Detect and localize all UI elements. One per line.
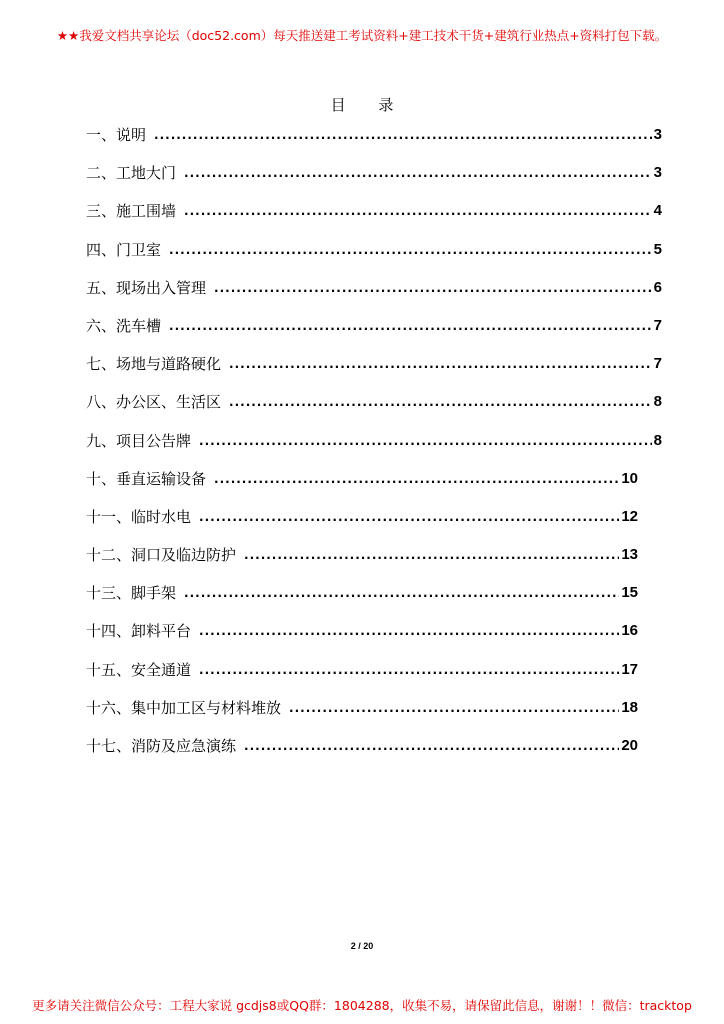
toc-leader-dots bbox=[199, 507, 619, 527]
toc-entry[interactable] bbox=[86, 507, 662, 545]
toc-entry-label: 十五、安全通道 bbox=[86, 660, 192, 679]
toc-title: 目 录 bbox=[330, 96, 408, 114]
toc-entry-label: 三、施工围墙 bbox=[86, 202, 177, 221]
toc-entry[interactable] bbox=[86, 392, 662, 430]
footer-banner: 更多请关注微信公众号：工程大家说 gcdjs8或QQ群：1804288，收集不易，请保留此信息，谢谢！！微信：tracktop bbox=[32, 998, 692, 1013]
toc-leader-dots bbox=[184, 163, 652, 183]
toc-entry-page: 8 bbox=[653, 393, 662, 411]
toc-entry-page: 18 bbox=[621, 698, 638, 716]
toc-entry-label: 九、项目公告牌 bbox=[86, 431, 192, 450]
toc-entry-label: 六、洗车槽 bbox=[86, 316, 162, 335]
toc-entry-page: 13 bbox=[621, 546, 638, 564]
toc-entry-label: 二、工地大门 bbox=[86, 164, 177, 183]
toc-entry-page: 20 bbox=[621, 737, 638, 754]
toc-leader-dots bbox=[154, 125, 652, 145]
toc-leader-dots bbox=[214, 469, 619, 489]
toc-entry-label: 四、门卫室 bbox=[86, 240, 162, 259]
toc-entry-label: 十七、消防及应急演练 bbox=[86, 737, 237, 755]
toc-entry-page: 6 bbox=[653, 278, 662, 296]
toc-entry[interactable] bbox=[86, 201, 662, 239]
toc-entry-label: 五、现场出入管理 bbox=[86, 278, 207, 297]
page-number: 2 / 20 bbox=[350, 941, 374, 951]
toc-entry-page: 5 bbox=[653, 240, 662, 258]
toc-entry-page: 12 bbox=[621, 507, 638, 525]
toc-leader-dots bbox=[199, 621, 619, 641]
toc-entry-page: 3 bbox=[653, 164, 662, 182]
toc-entry-label: 一、说明 bbox=[86, 126, 147, 144]
toc-entry-page: 17 bbox=[621, 660, 638, 678]
toc-entry[interactable] bbox=[86, 240, 662, 278]
toc-entry-label: 八、办公区、生活区 bbox=[86, 393, 222, 412]
toc-entry-page: 8 bbox=[653, 431, 662, 449]
toc-entry-page: 15 bbox=[621, 584, 638, 602]
toc-entry[interactable] bbox=[86, 698, 662, 736]
toc-leader-dots bbox=[244, 736, 619, 756]
toc-entry-page: 16 bbox=[621, 622, 638, 640]
toc-entry-label: 十六、集中加工区与材料堆放 bbox=[86, 698, 282, 717]
toc-entry[interactable] bbox=[86, 469, 662, 507]
toc-leader-dots bbox=[199, 431, 652, 451]
toc-entry-label: 十二、洞口及临边防护 bbox=[86, 546, 237, 565]
toc-entry[interactable] bbox=[86, 583, 662, 621]
toc-leader-dots bbox=[199, 660, 619, 680]
toc-leader-dots bbox=[169, 240, 652, 260]
toc-leader-dots bbox=[169, 316, 652, 336]
toc-entry[interactable] bbox=[86, 545, 662, 583]
toc-entry-page: 3 bbox=[653, 126, 662, 143]
toc-entry-label: 十一、临时水电 bbox=[86, 507, 192, 526]
toc-entry-page: 10 bbox=[621, 469, 638, 487]
toc-leader-dots bbox=[289, 698, 619, 718]
toc-leader-dots bbox=[244, 545, 619, 565]
toc-entry[interactable] bbox=[86, 316, 662, 354]
toc-leader-dots bbox=[184, 583, 619, 603]
toc-entry-label: 十三、脚手架 bbox=[86, 584, 177, 603]
toc-entry-page: 4 bbox=[653, 202, 662, 220]
toc-entry[interactable] bbox=[86, 736, 662, 774]
toc-leader-dots bbox=[229, 354, 652, 374]
toc-entry[interactable] bbox=[86, 278, 662, 316]
toc-entry-label: 七、场地与道路硬化 bbox=[86, 355, 222, 374]
table-of-contents bbox=[86, 125, 662, 774]
toc-entry[interactable] bbox=[86, 163, 662, 201]
toc-entry[interactable] bbox=[86, 621, 662, 659]
toc-entry[interactable] bbox=[86, 354, 662, 392]
toc-entry-label: 十四、卸料平台 bbox=[86, 622, 192, 641]
toc-leader-dots bbox=[184, 201, 652, 221]
toc-entry-label: 十、垂直运输设备 bbox=[86, 469, 207, 488]
toc-entry[interactable] bbox=[86, 660, 662, 698]
toc-entry-page: 7 bbox=[653, 355, 662, 373]
header-banner: ★★我爱文档共享论坛（doc52.com）每天推送建工考试资料+建工技术干货+建筑行业热点+资料打包下载。 bbox=[56, 28, 668, 43]
toc-entry[interactable] bbox=[86, 125, 662, 163]
toc-leader-dots bbox=[214, 278, 652, 298]
toc-entry[interactable] bbox=[86, 431, 662, 469]
toc-entry-page: 7 bbox=[653, 316, 662, 334]
toc-leader-dots bbox=[229, 392, 652, 412]
